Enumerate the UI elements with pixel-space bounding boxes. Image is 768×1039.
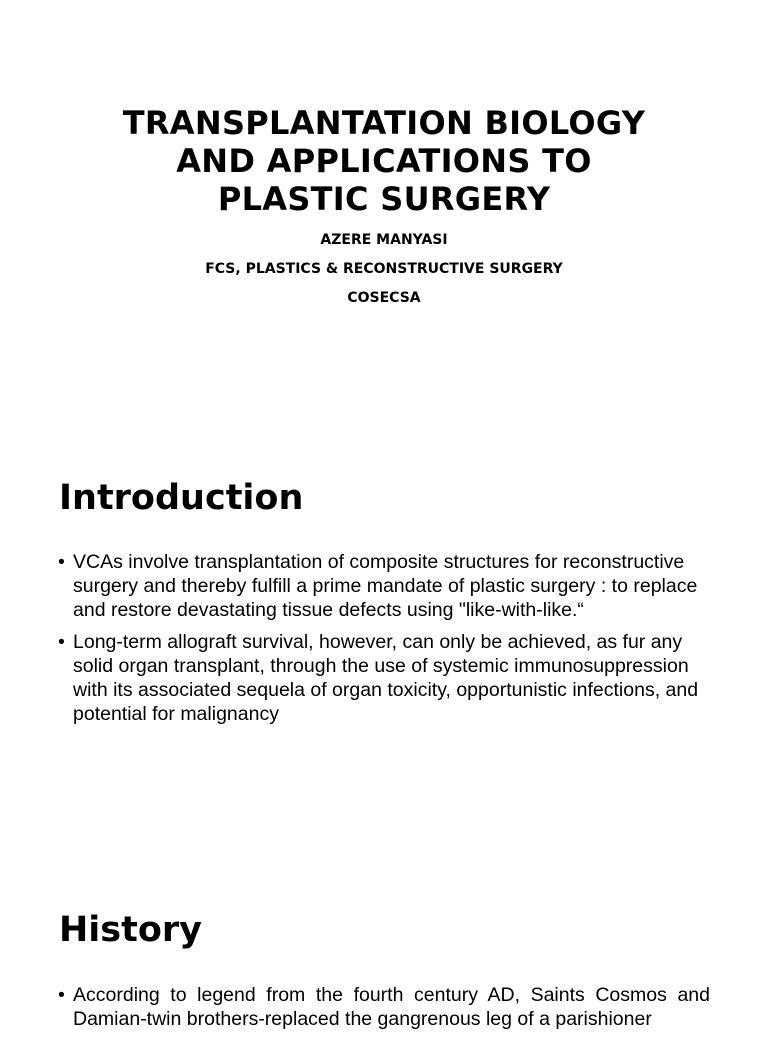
title-line: PLASTIC SURGERY [217,180,551,218]
presentation-title [40,104,728,218]
author-organization: COSECSA [347,290,421,306]
bullet-icon: • [58,631,65,653]
bullet-text: VCAs involve transplantation of composite structures for reconstructive surgery and thereby fulfill a prime mandate of plastic surgery : to replace and restore devastating tissue defects using "like-with-like.“ [73,551,698,621]
bullet-text: Long-term allograft survival, however, can only be achieved, as fur any solid organ transplant, through the use of systemic immunosuppression with its associated sequela of organ toxicity, opportunistic infections, and potential for malignancy [73,631,699,725]
bullet-text: According to legend from the fourth century AD, Saints Cosmos and Damian-twin brothers-replaced the gangrenous leg of a parishioner [73,984,710,1030]
slide-heading: History [59,910,202,950]
title-line: AND APPLICATIONS TO [176,142,592,180]
slide-heading: Introduction [59,478,304,518]
bullet-list [58,983,710,1039]
bullet-list [58,550,710,734]
bullet-item [58,550,710,622]
bullet-item [58,630,710,726]
title-slide [0,0,768,420]
title-line: TRANSPLANTATION BIOLOGY [122,104,646,142]
author-name: AZERE MANYASI [320,232,448,248]
bullet-icon: • [58,551,65,573]
bullet-icon: • [58,984,65,1006]
subtitle-block [0,229,768,316]
introduction-slide [0,420,768,860]
history-slide [0,860,768,1030]
author-credentials: FCS, PLASTICS & RECONSTRUCTIVE SURGERY [205,261,563,277]
